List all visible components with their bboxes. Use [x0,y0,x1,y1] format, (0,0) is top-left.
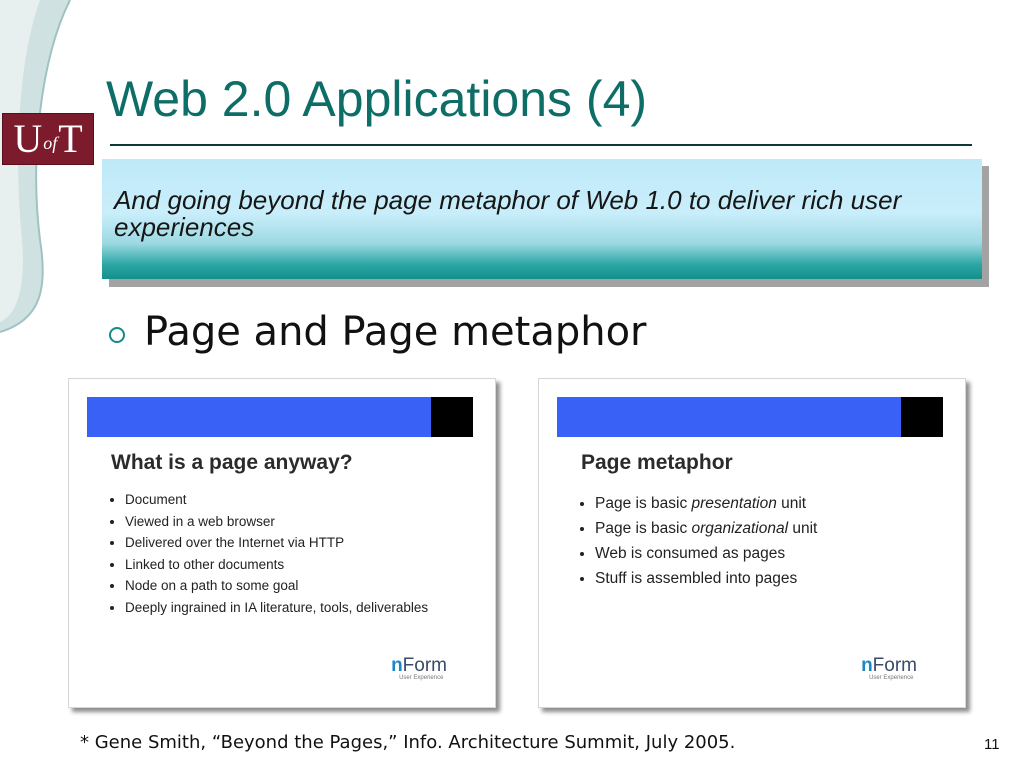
list-item: • Delivered over the Internet via HTTP [125,532,428,554]
slide-thumbnail-left [68,378,496,708]
thumbnail-bullet-list [579,491,817,591]
brand-name: Form [872,655,917,676]
brand-tagline: User Experience [399,675,444,681]
list-item: • Web is consumed as pages [595,541,817,566]
nform-logo [391,656,447,681]
logo-letters-of: of [43,133,58,153]
page-number: 11 [984,736,1000,753]
logo-letter-u: U [13,116,43,161]
bullet-text: Page and Page metaphor [144,309,647,355]
callout-box [102,159,982,279]
thumbnail-header-bar [87,397,473,437]
logo-letter-t: T [58,116,83,161]
brand-name: Form [402,655,447,676]
brand-initial: n [861,655,873,676]
list-item: • Node on a path to some goal [125,575,428,597]
title-divider [110,144,972,146]
list-item: • Page is basic organizational unit [595,516,817,541]
university-logo [2,113,94,165]
list-item: • Linked to other documents [125,554,428,576]
list-item: • Viewed in a web browser [125,511,428,533]
slide-title: Web 2.0 Applications (4) [106,71,648,127]
brand-tagline: User Experience [869,675,914,681]
thumbnail-header-block [431,397,473,437]
thumbnail-bullet-list [109,489,428,618]
brand-initial: n [391,655,403,676]
thumbnail-header-block [901,397,943,437]
nform-logo [861,656,917,681]
bullet-ring-icon [109,327,125,343]
list-item: • Deeply ingrained in IA literature, tools, deliverables [125,597,428,619]
thumbnail-heading: Page metaphor [581,451,733,474]
slide-thumbnail-right [538,378,966,708]
thumbnail-header-bar [557,397,943,437]
list-item: • Page is basic presentation unit [595,491,817,516]
citation-footnote: * Gene Smith, “Beyond the Pages,” Info. Architecture Summit, July 2005. [80,732,736,753]
list-item: • Document [125,489,428,511]
callout-text: And going beyond the page metaphor of Web 1.0 to deliver rich user experiences [114,185,902,242]
list-item: • Stuff is assembled into pages [595,566,817,591]
thumbnail-heading: What is a page anyway? [111,451,353,474]
